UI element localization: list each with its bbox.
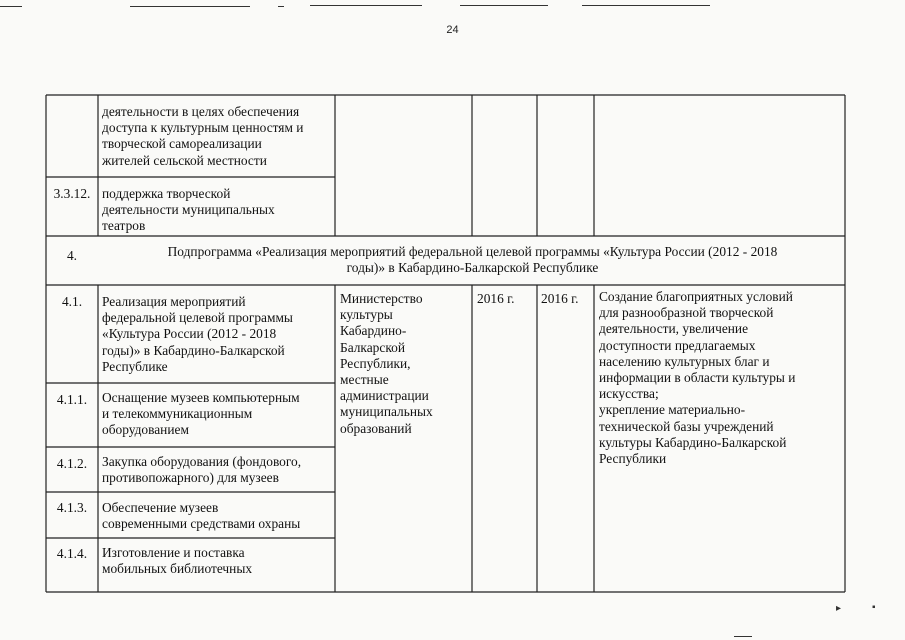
page-number: 24	[446, 24, 459, 36]
row-number: 4.1.1.	[56, 392, 88, 407]
row-description: Изготовление и поставка мобильных библиотечных	[102, 545, 253, 577]
scan-speck: ▸	[836, 603, 842, 614]
row-description: поддержка творческой деятельности муниципальных театров	[102, 186, 275, 234]
scan-artifact-line	[734, 636, 752, 637]
scan-artifact-line	[460, 5, 548, 6]
scan-speck: ▪	[872, 602, 876, 613]
scan-artifact-line	[310, 5, 422, 6]
row-number: 4.1.4.	[56, 546, 88, 561]
expected-result: Создание благоприятных условий для разнообразной творческой деятельности, увеличение доступности предлагаемых населению культурных благ и информации в области культуры и искусства; укрепление материально- технической базы учреждений культуры Кабардино-Балкарской Республики	[599, 289, 796, 467]
scan-artifact-line	[278, 6, 284, 7]
end-year: 2016 г.	[541, 291, 579, 306]
scan-artifact-line	[0, 6, 22, 7]
continuation-description: деятельности в целях обеспечения доступа к культурным ценностям и творческой самореализации жителей сельской местности	[102, 104, 304, 168]
subprogram-title: Подпрограмма «Реализация мероприятий федеральной целевой программы «Культура России (2012 - 2018 годы)» в Кабардино-Балкарской Республике	[167, 244, 778, 276]
row-number: 4.1.2.	[56, 456, 88, 471]
row-number: 4.1.	[61, 294, 83, 309]
executor-text: Министерство культуры Кабардино- Балкарской Республики, местные администрации муниципальных образований	[340, 291, 433, 436]
start-year: 2016 г.	[477, 291, 515, 306]
row-description: Реализация мероприятий федеральной целевой программы «Культура России (2012 - 2018 годы)» в Кабардино-Балкарской Республике	[102, 294, 293, 374]
row-number: 4.	[66, 248, 78, 263]
scan-artifact-line	[582, 5, 710, 6]
scan-artifact-line	[130, 6, 250, 7]
row-number: 3.3.12.	[53, 186, 91, 201]
row-number: 4.1.3.	[56, 500, 88, 515]
row-description: Оснащение музеев компьютерным и телекоммуникационным оборудованием	[102, 390, 300, 438]
row-description: Обеспечение музеев современными средствами охраны	[102, 500, 301, 532]
row-description: Закупка оборудования (фондового, противопожарного) для музеев	[102, 454, 302, 486]
